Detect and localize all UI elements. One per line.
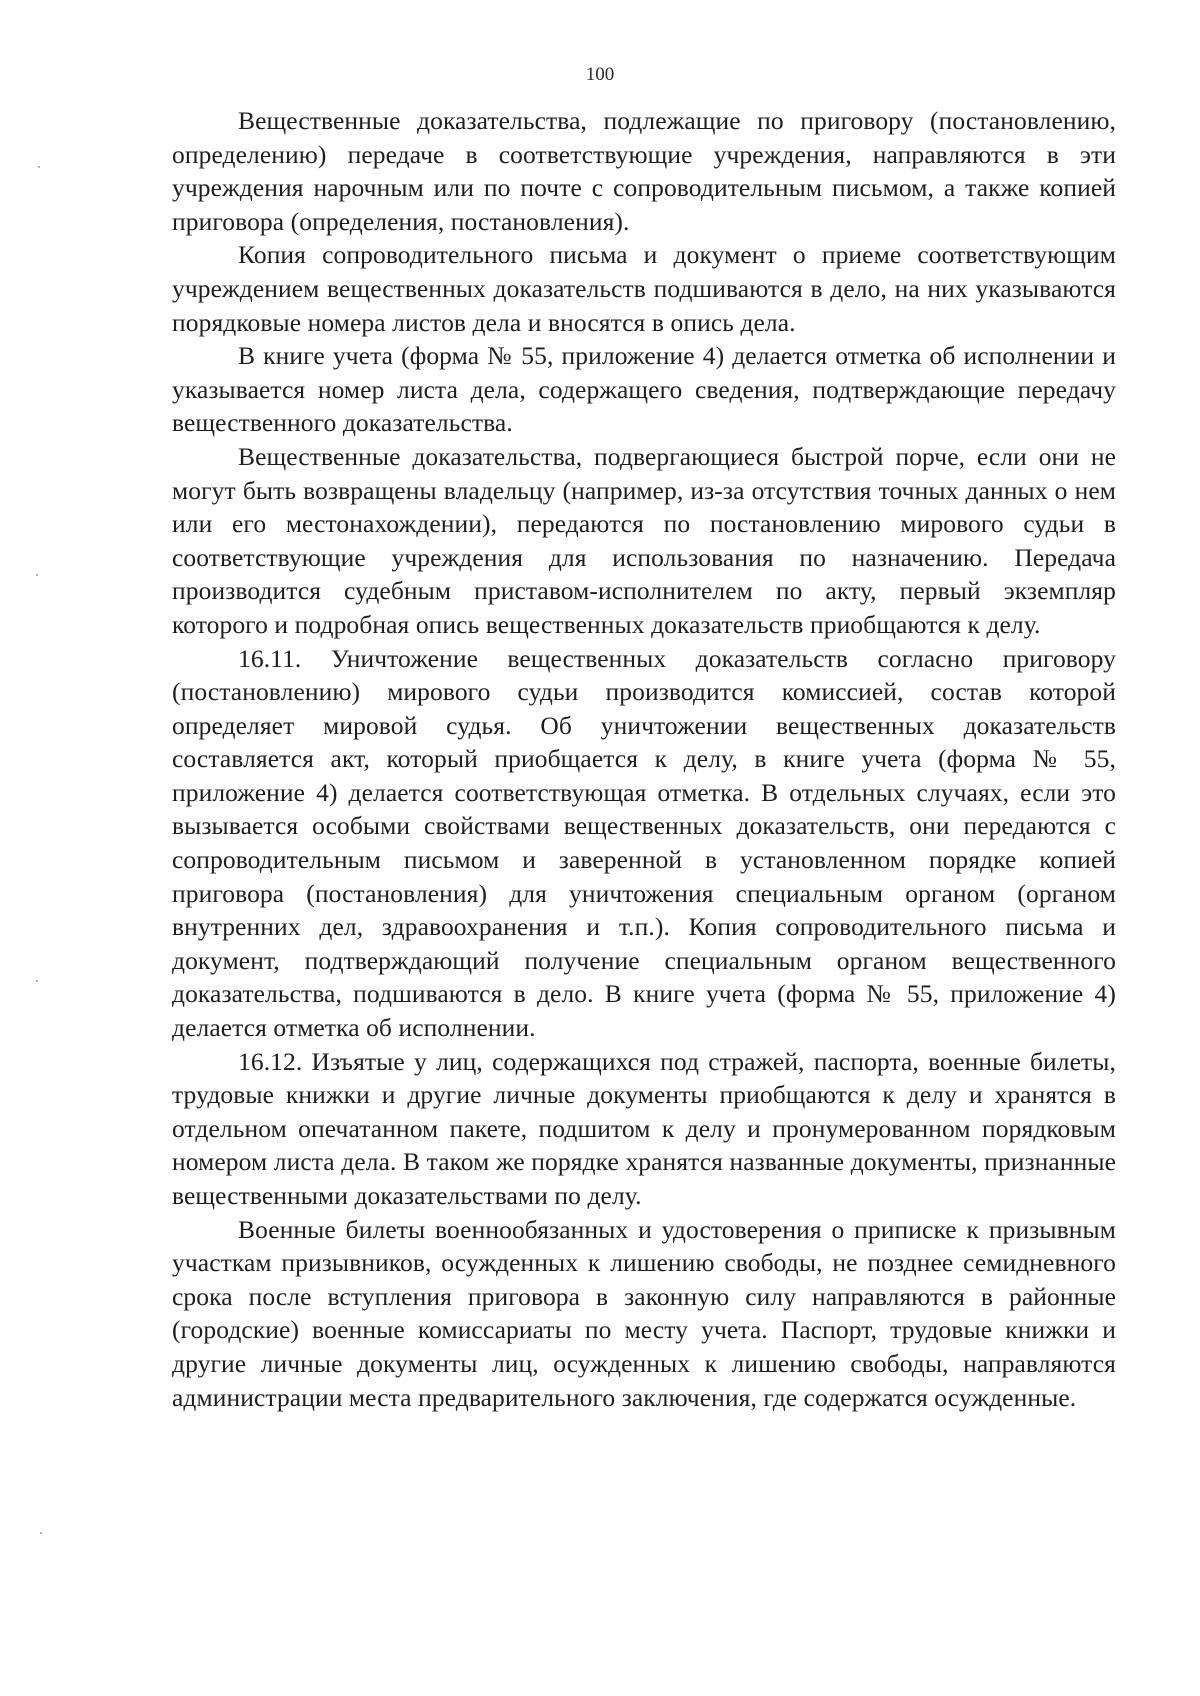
paragraph-1: Вещественные доказательства, подлежащие по приговору (постановлению, определению) передаче в соответствующие учреждения, направляются в эти учреждения нарочным или по почте с сопроводительным письмом, а также копией приговора (определения, постановления). bbox=[172, 106, 1116, 236]
paragraph-16-11: 16.11. Уничтожение вещественных доказательств согласно приговору (постановлению) мирового судьи производится комиссией, состав которой определяет мировой судья. Об уничтожении вещественных доказательств составляется акт, который приобщается к делу, в книге учета (форма № 55, приложение 4) делается соответствующая отметка. В отдельных случаях, если это вызывается особыми свойствами вещественных доказательств, они передаются с сопроводительным письмом и заверенной в установленном порядке копией приговора (постановления) для уничтожения специальным органом (органом внутренних дел, здравоохранения и т.п.). Копия сопроводительного письма и документ, подтверждающий получение специальным органом вещественного доказательства, подшиваются в дело. В книге учета (форма № 55, приложение 4) делается отметка об исполнении. bbox=[172, 643, 1116, 1043]
scan-speck bbox=[40, 1532, 42, 1534]
paragraph-3: В книге учета (форма № 55, приложение 4) делается отметка об исполнении и указывается номер листа дела, содержащего сведения, подтверждающие передачу вещественного доказательства. bbox=[172, 341, 1116, 438]
paragraph-2: Копия сопроводительного письма и документ о приеме соответствующим учреждением вещественных доказательств подшиваются в дело, на них указываются порядковые номера листов дела и вносятся в опись дела. bbox=[172, 240, 1116, 337]
document-body bbox=[172, 104, 1116, 1414]
scan-speck bbox=[36, 574, 38, 576]
scan-speck bbox=[38, 166, 40, 168]
paragraph-7: Военные билеты военнообязанных и удостоверения о приписке к призывным участкам призывников, осужденных к лишению свободы, не позднее семидневного срока после вступления приговора в законную силу направляются в районные (городские) военные комиссариаты по месту учета. Паспорт, трудовые книжки и другие личные документы лиц, осужденных к лишению свободы, направляются администрации места предварительного заключения, где содержатся осужденные. bbox=[172, 1214, 1116, 1412]
page-number: 100 bbox=[585, 64, 615, 85]
paragraph-4: Вещественные доказательства, подвергающиеся быстрой порче, если они не могут быть возвращены владельцу (например, из-за отсутствия точных данных о нем или его местонахождении), передаются по постановлению мирового судьи в соответствующие учреждения для использования по назначению. Передача производится судебным приставом-исполнителем по акту, первый экземпляр которого и подробная опись вещественных доказательств приобщаются к делу. bbox=[172, 441, 1116, 639]
paragraph-16-12: 16.12. Изъятые у лиц, содержащихся под стражей, паспорта, военные билеты, трудовые книжки и другие личные документы приобщаются к делу и хранятся в отдельном опечатанном пакете, подшитом к делу и пронумерованном порядковым номером листа дела. В таком же порядке хранятся названные документы, признанные вещественными доказательствами по делу. bbox=[172, 1046, 1116, 1210]
scan-speck bbox=[36, 980, 38, 982]
